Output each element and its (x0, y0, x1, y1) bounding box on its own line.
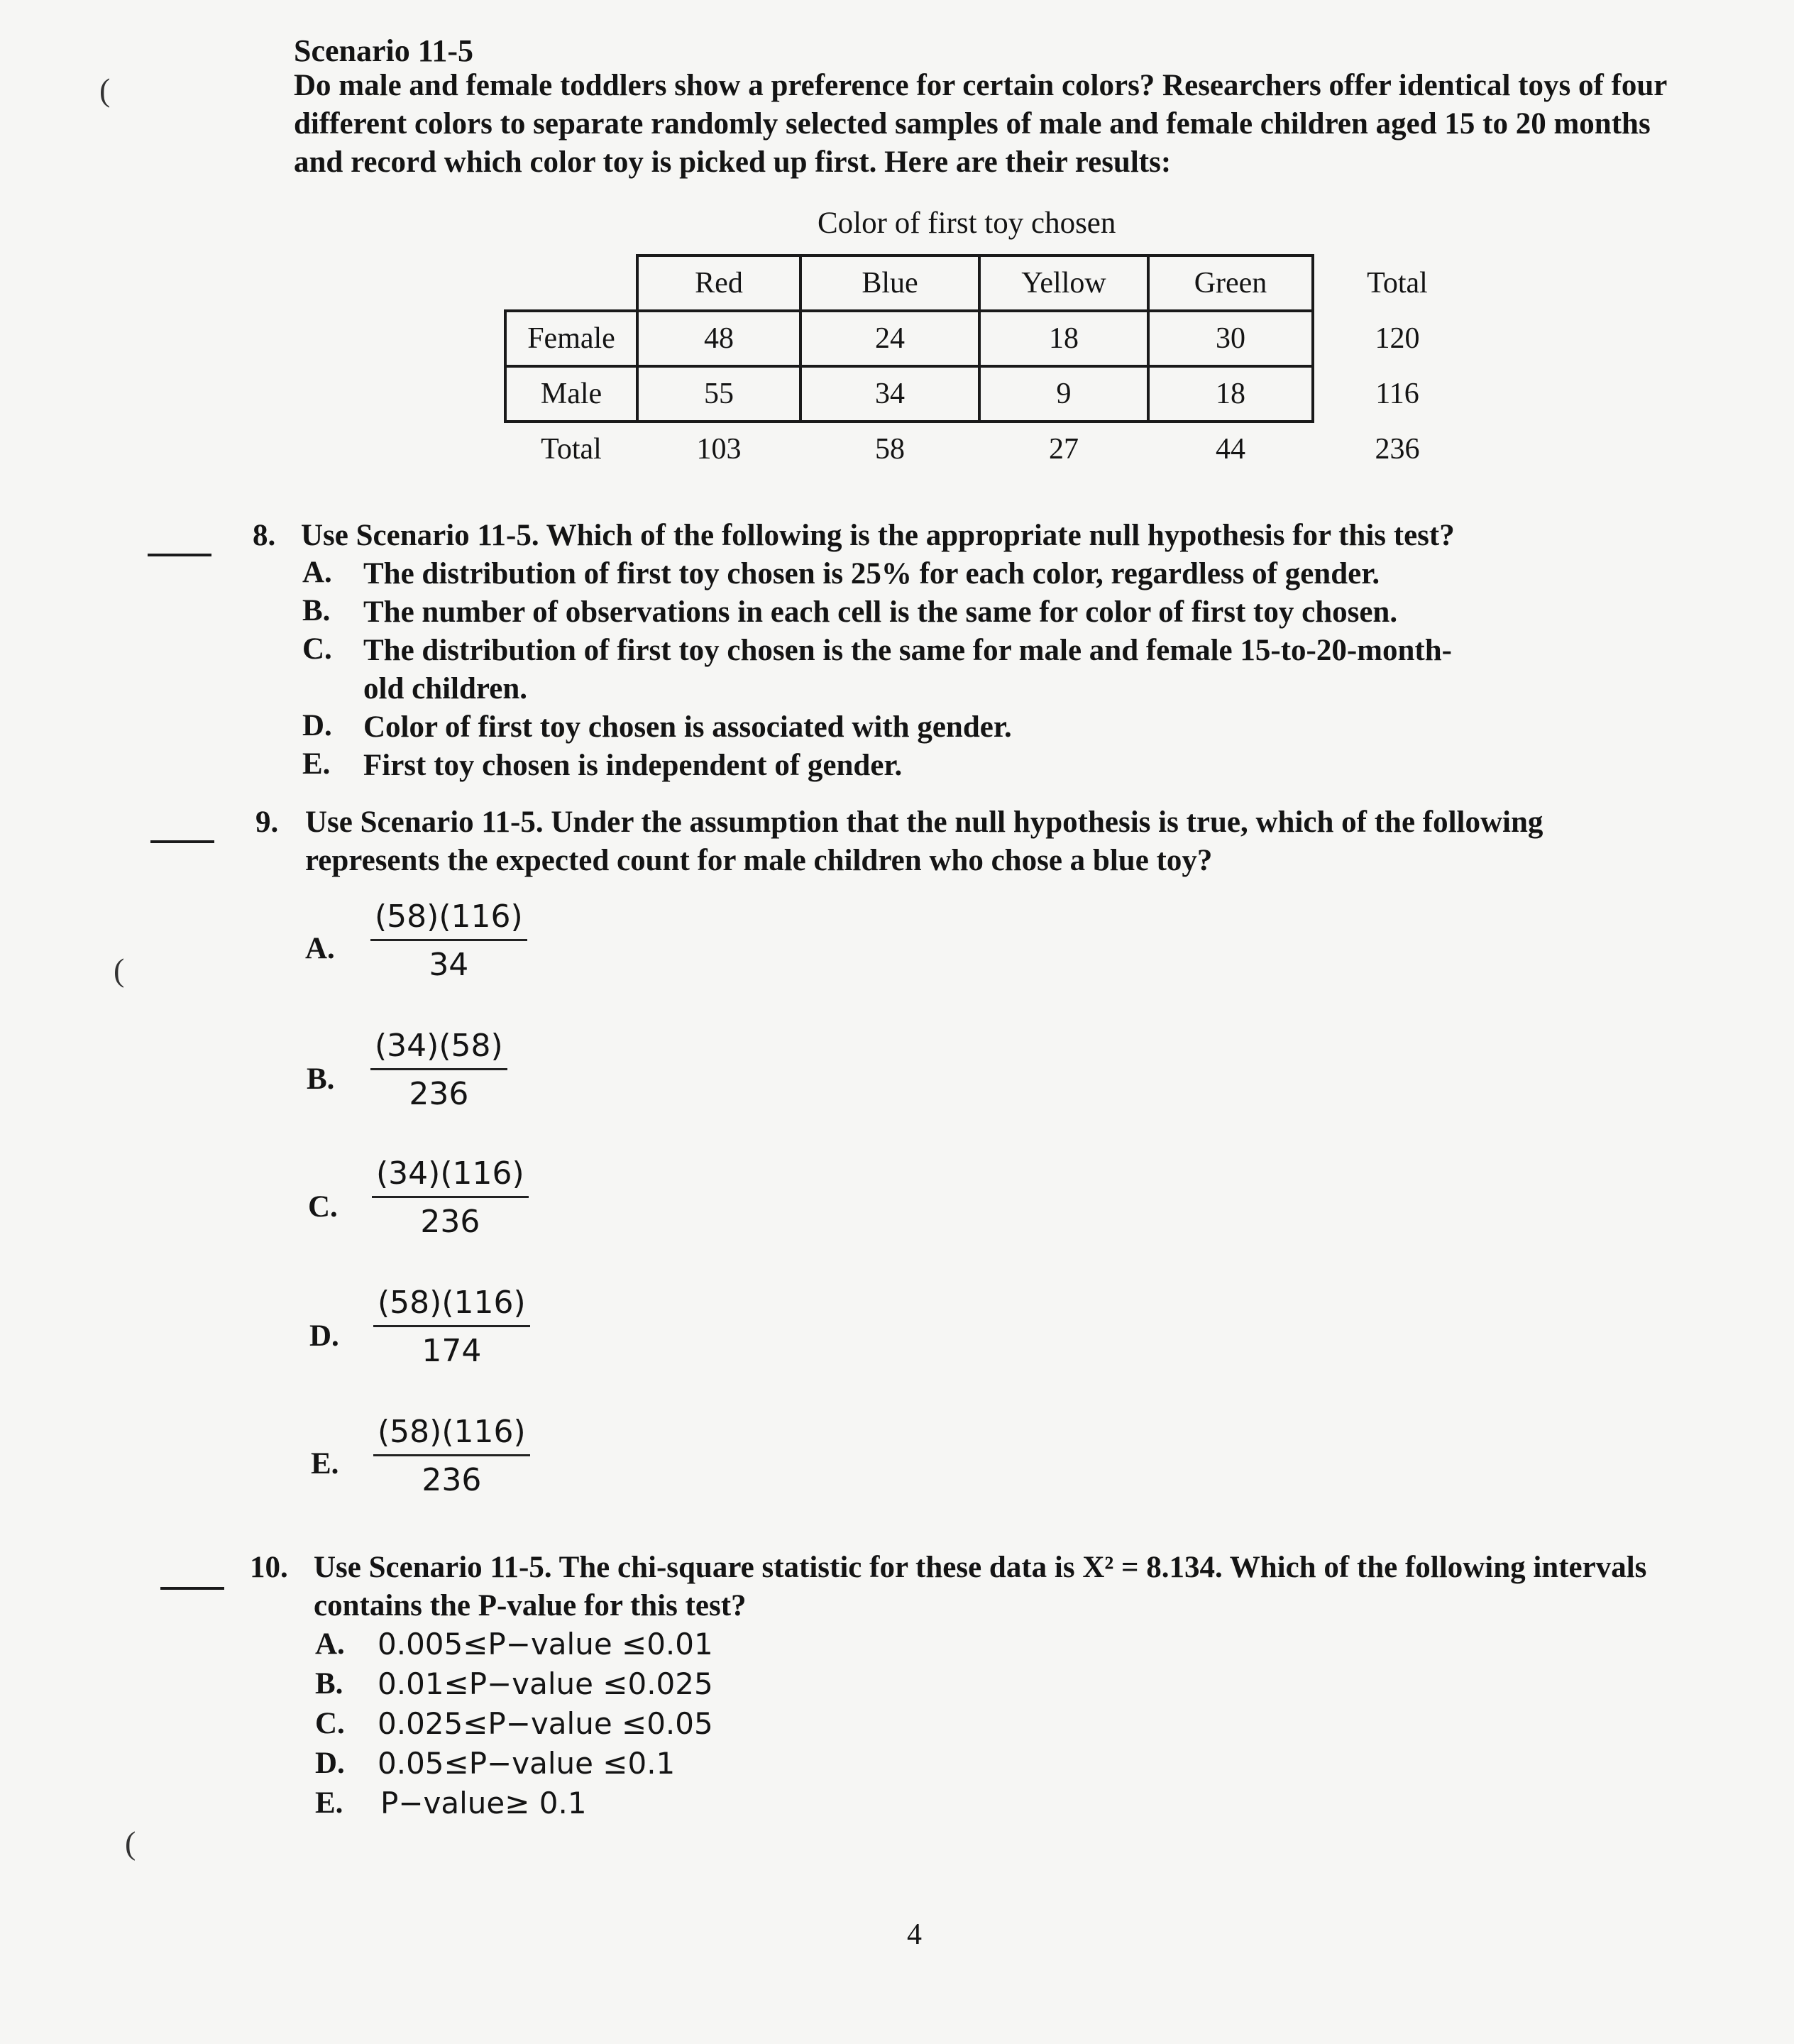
option-letter: A. (302, 556, 332, 589)
table-cell: 9 (978, 365, 1150, 423)
column-total: 58 (875, 433, 905, 466)
option-text[interactable]: Color of first toy chosen is associated with gender. (363, 710, 1012, 744)
option-interval[interactable]: P−value≥ 0.1 (380, 1786, 587, 1820)
margin-mark: ( (125, 1825, 136, 1861)
table-caption: Color of first toy chosen (818, 207, 1116, 240)
question-number-9: 9. (255, 806, 279, 839)
option-letter: C. (315, 1707, 345, 1740)
grand-total: 236 (1375, 433, 1420, 466)
fraction-numerator: (58)(116) (373, 1285, 530, 1327)
row-total: 120 (1375, 322, 1420, 355)
option-letter: C. (302, 632, 332, 666)
column-header-blue: Blue (799, 254, 981, 312)
option-letter: B. (307, 1062, 335, 1096)
column-header-yellow: Yellow (978, 254, 1150, 312)
option-interval[interactable]: 0.01≤P−value ≤0.025 (378, 1666, 713, 1701)
fraction-numerator: (34)(58) (370, 1028, 507, 1070)
row-label-total: Total (541, 433, 602, 466)
question-text-8: Use Scenario 11-5. Which of the following is the appropriate null hypothesis for this test? (301, 519, 1455, 552)
scenario-intro: Do male and female toddlers show a preference for certain colors? Researchers offer identical toys of four different colors to separate randomly selected samples of male and female children aged 15 to 20 months and record which color toy is picked up first. Here are their results: (294, 69, 1667, 179)
option-fraction[interactable] (373, 1414, 530, 1498)
question-number-10: 10. (250, 1551, 288, 1584)
option-fraction[interactable] (370, 899, 527, 983)
answer-blank-8[interactable] (148, 554, 211, 556)
row-label-male: Male (504, 365, 639, 423)
column-header-total: Total (1367, 267, 1428, 300)
table-cell: 55 (636, 365, 802, 423)
column-total: 103 (696, 433, 742, 466)
fraction-denominator: 236 (409, 1076, 469, 1112)
option-letter: B. (315, 1667, 343, 1700)
question-number-8: 8. (253, 519, 276, 552)
option-fraction[interactable] (373, 1285, 530, 1369)
option-fraction[interactable] (372, 1155, 529, 1240)
column-header-red: Red (636, 254, 802, 312)
option-letter: A. (315, 1627, 345, 1661)
option-letter: E. (315, 1786, 343, 1820)
option-interval[interactable]: 0.05≤P−value ≤0.1 (378, 1746, 676, 1781)
fraction-denominator: 236 (422, 1462, 482, 1498)
margin-mark: ( (99, 72, 111, 108)
column-total: 44 (1216, 433, 1245, 466)
option-letter: D. (302, 709, 332, 742)
option-letter: A. (305, 932, 335, 965)
answer-blank-9[interactable] (150, 840, 214, 843)
scenario-title: Scenario 11-5 (294, 33, 473, 68)
row-label-female: Female (504, 309, 639, 368)
row-total: 116 (1375, 378, 1419, 410)
fraction-denominator: 174 (422, 1333, 482, 1369)
option-letter: C. (308, 1190, 338, 1224)
column-header-green: Green (1147, 254, 1314, 312)
answer-blank-10[interactable] (160, 1587, 224, 1590)
page-number: 4 (907, 1918, 922, 1951)
table-cell: 18 (1147, 365, 1314, 423)
option-letter: B. (302, 594, 331, 627)
fraction-denominator: 236 (420, 1204, 480, 1240)
fraction-denominator: 34 (429, 947, 469, 983)
table-cell: 48 (636, 309, 802, 368)
option-interval[interactable]: 0.025≤P−value ≤0.05 (378, 1706, 713, 1741)
table-cell: 34 (799, 365, 981, 423)
option-interval[interactable]: 0.005≤P−value ≤0.01 (378, 1627, 713, 1661)
option-letter: D. (315, 1747, 345, 1780)
question-text-9: Use Scenario 11-5. Under the assumption that the null hypothesis is true, which of the following represents the expected count for male children who chose a blue toy? (305, 806, 1543, 877)
fraction-numerator: (34)(116) (372, 1155, 529, 1198)
question-text-10: Use Scenario 11-5. The chi-square statistic for these data is X² = 8.134. Which of the following intervals contains the P-value for this test? (314, 1551, 1647, 1622)
option-letter: D. (309, 1319, 339, 1353)
margin-mark: ( (114, 952, 125, 988)
table-cell: 24 (799, 309, 981, 368)
option-letter: E. (302, 747, 331, 781)
table-cell: 18 (978, 309, 1150, 368)
option-text[interactable]: The number of observations in each cell is the same for color of first toy chosen. (363, 595, 1398, 629)
option-text[interactable]: First toy chosen is independent of gender. (363, 749, 903, 782)
fraction-numerator: (58)(116) (370, 899, 527, 941)
option-text[interactable]: The distribution of first toy chosen is 25% for each color, regardless of gender. (363, 557, 1380, 590)
option-text[interactable]: The distribution of first toy chosen is the same for male and female 15-to-20-month-old children. (363, 634, 1452, 705)
option-letter: E. (311, 1447, 339, 1480)
column-total: 27 (1049, 433, 1079, 466)
option-fraction[interactable] (370, 1028, 507, 1112)
fraction-numerator: (58)(116) (373, 1414, 530, 1456)
table-cell: 30 (1147, 309, 1314, 368)
